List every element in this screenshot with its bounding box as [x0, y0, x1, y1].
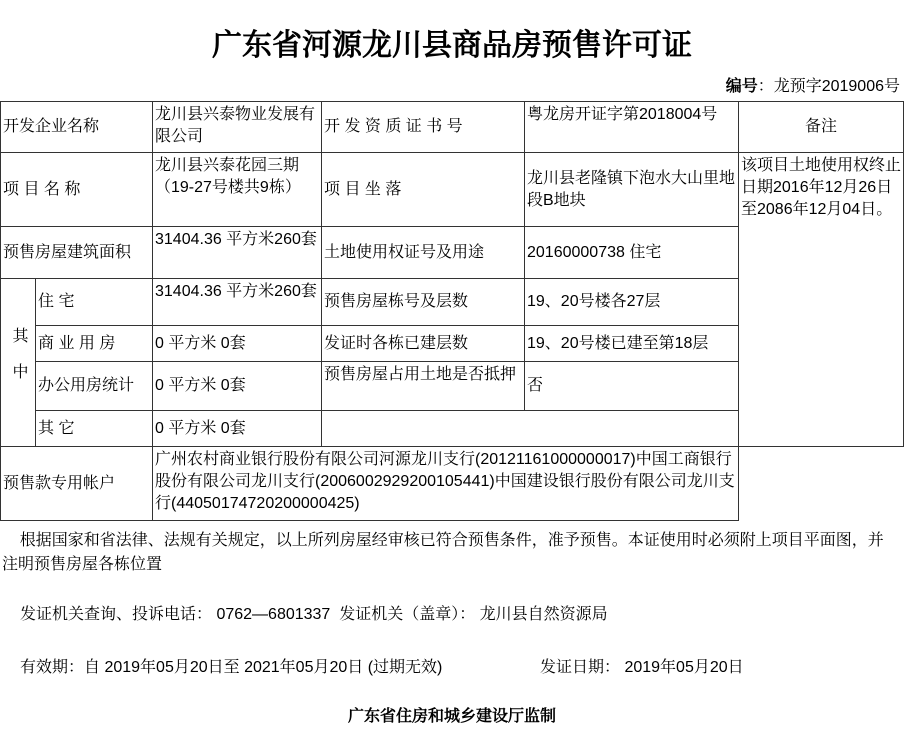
- issue-date: 发证日期： 2019年05月20日: [540, 659, 744, 676]
- permit-number: [726, 77, 900, 97]
- remark-label: 备注: [738, 101, 904, 153]
- number-value: ：龙预字2019006号: [757, 78, 900, 95]
- footer-supervisor: 广东省住房和城乡建设厅监制: [347, 708, 556, 725]
- validity: 有效期：自 2019年05月20日至 2021年05月20日 (过期无效): [20, 659, 443, 676]
- commercial-value: 0 平方米 0套: [152, 325, 322, 362]
- commercial-label: 商 业 用 房: [35, 325, 153, 362]
- mortgage-label: 预售房屋占用土地是否抵押: [321, 361, 525, 411]
- built-label: 发证时各栋已建层数: [321, 325, 525, 362]
- residential-value: 31404.36 平方米260套: [152, 278, 322, 326]
- remark-value: 该项目土地使用权终止日期2016年12月26日至2086年12月04日。: [738, 152, 904, 447]
- among-label: 其中: [0, 278, 36, 447]
- area-value: 31404.36 平方米260套: [152, 226, 322, 279]
- land-value: 20160000738 住宅: [524, 226, 739, 279]
- mortgage-value: 否: [524, 361, 739, 411]
- statement: 根据国家和省法律、法规有关规定，以上所列房屋经审核已符合预售条件，准予预售。本证使用时必须附上项目平面图，并注明预售房屋各栋位置: [2, 532, 884, 573]
- area-label: 预售房屋建筑面积: [0, 226, 153, 279]
- account-value: 广州农村商业银行股份有限公司河源龙川支行(20121161000000017)中国工商银行股份有限公司龙川支行(2006002929200105441)中国建设银行股份有限公司龙川支行(44050174720200000425): [152, 446, 739, 521]
- account-label: 预售款专用帐户: [0, 446, 153, 521]
- location-label: 项 目 坐 落: [321, 152, 525, 227]
- land-label: 土地使用权证号及用途: [321, 226, 525, 279]
- location-value: 龙川县老隆镇下泡水大山里地段B地块: [524, 152, 739, 227]
- built-value: 19、20号楼已建至第18层: [524, 325, 739, 362]
- building-label: 预售房屋栋号及层数: [321, 278, 525, 326]
- project-value: 龙川县兴泰花园三期（19-27号楼共9栋）: [152, 152, 322, 227]
- document-title: 广东省河源龙川县商品房预售许可证: [212, 29, 692, 62]
- qualification-value: 粤龙房开证字第2018004号: [524, 101, 739, 153]
- other-label: 其 它: [35, 410, 153, 447]
- office-value: 0 平方米 0套: [152, 361, 322, 411]
- developer-value: 龙川县兴泰物业发展有限公司: [152, 101, 322, 153]
- residential-label: 住 宅: [35, 278, 153, 326]
- qualification-label: 开 发 资 质 证 书 号: [321, 101, 525, 153]
- number-label: 编号: [725, 78, 758, 95]
- project-label: 项 目 名 称: [0, 152, 153, 227]
- building-value: 19、20号楼各27层: [524, 278, 739, 326]
- other-value: 0 平方米 0套: [152, 410, 322, 447]
- office-label: 办公用房统计: [35, 361, 153, 411]
- developer-label: 开发企业名称: [0, 101, 153, 153]
- other-empty: [321, 410, 739, 447]
- contact-line: 发证机关查询、投诉电话： 0762—6801337 发证机关（盖章）： 龙川县自然资源局: [20, 606, 608, 623]
